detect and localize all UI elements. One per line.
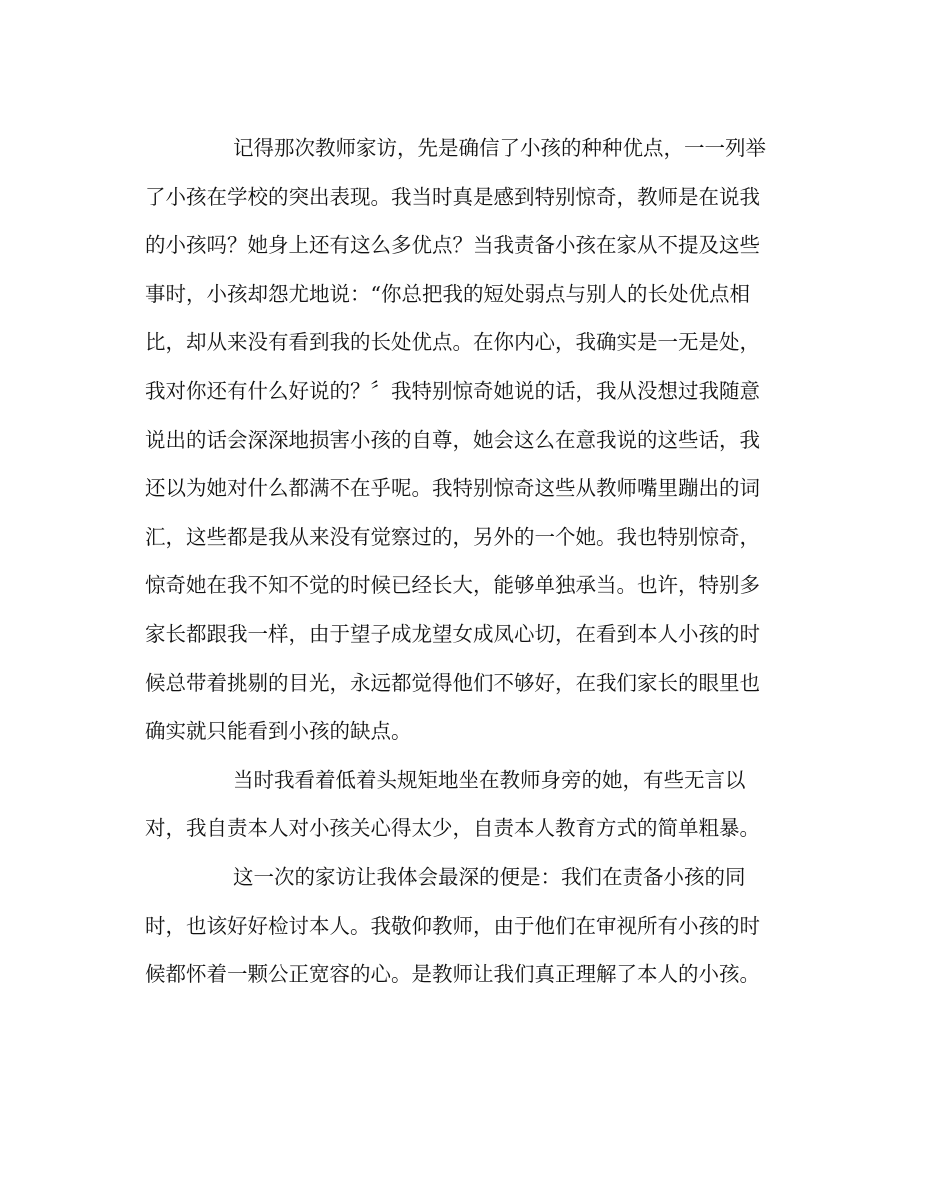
text-line: 家长都跟我一样，由于望子成龙望女成凤心切，在看到本人小孩的时 [145,621,760,646]
text-line: 确实就只能看到小孩的缺点。 [145,719,412,744]
text-line: 这一次的家访让我体会最深的便是：我们在责备小孩的同 [233,864,746,889]
text-line: 时，也该好好检讨本人。我敬仰教师，由于他们在审视所有小孩的时 [145,913,760,938]
text-line: 的小孩吗？她身上还有这么多优点？当我责备小孩在家从不提及这些 [145,233,760,258]
paragraph-2 [145,756,805,853]
document-body [145,124,805,999]
text-line: 汇，这些都是我从来没有觉察过的，另外的一个她。我也特别惊奇， [145,524,760,549]
text-line: 了小孩在学校的突出表现。我当时真是感到特别惊奇，教师是在说我 [145,184,760,209]
text-line: 说出的话会深深地损害小孩的自尊，她会这么在意我说的这些话，我 [145,427,760,452]
text-line: 对，我自责本人对小孩关心得太少，自责本人教育方式的简单粗暴。 [145,816,760,841]
paragraph-3 [145,853,805,999]
text-line: 还以为她对什么都满不在乎呢。我特别惊奇这些从教师嘴里蹦出的词 [145,476,760,501]
text-line: 候总带着挑剔的目光，永远都觉得他们不够好，在我们家长的眼里也 [145,670,760,695]
text-line: 当时我看着低着头规矩地坐在教师身旁的她，有些无言以 [233,767,746,792]
text-line: 记得那次教师家访，先是确信了小孩的种种优点，一一列举 [233,136,766,160]
text-line: 比，却从来没有看到我的长处优点。在你内心，我确实是一无是处， [145,330,760,355]
text-line: 事时，小孩却怨尤地说：“你总把我的短处弱点与别人的长处优点相 [145,281,750,306]
text-line: 惊奇她在我不知不觉的时候已经长大，能够单独承当。也许，特别多 [145,573,760,598]
text-line: 候都怀着一颗公正宽容的心。是教师让我们真正理解了本人的小孩。 [145,962,760,987]
text-line: 我对你还有什么好说的？〞我特别惊奇她说的话，我从没想过我随意 [145,378,760,403]
paragraph-1 [145,124,805,756]
